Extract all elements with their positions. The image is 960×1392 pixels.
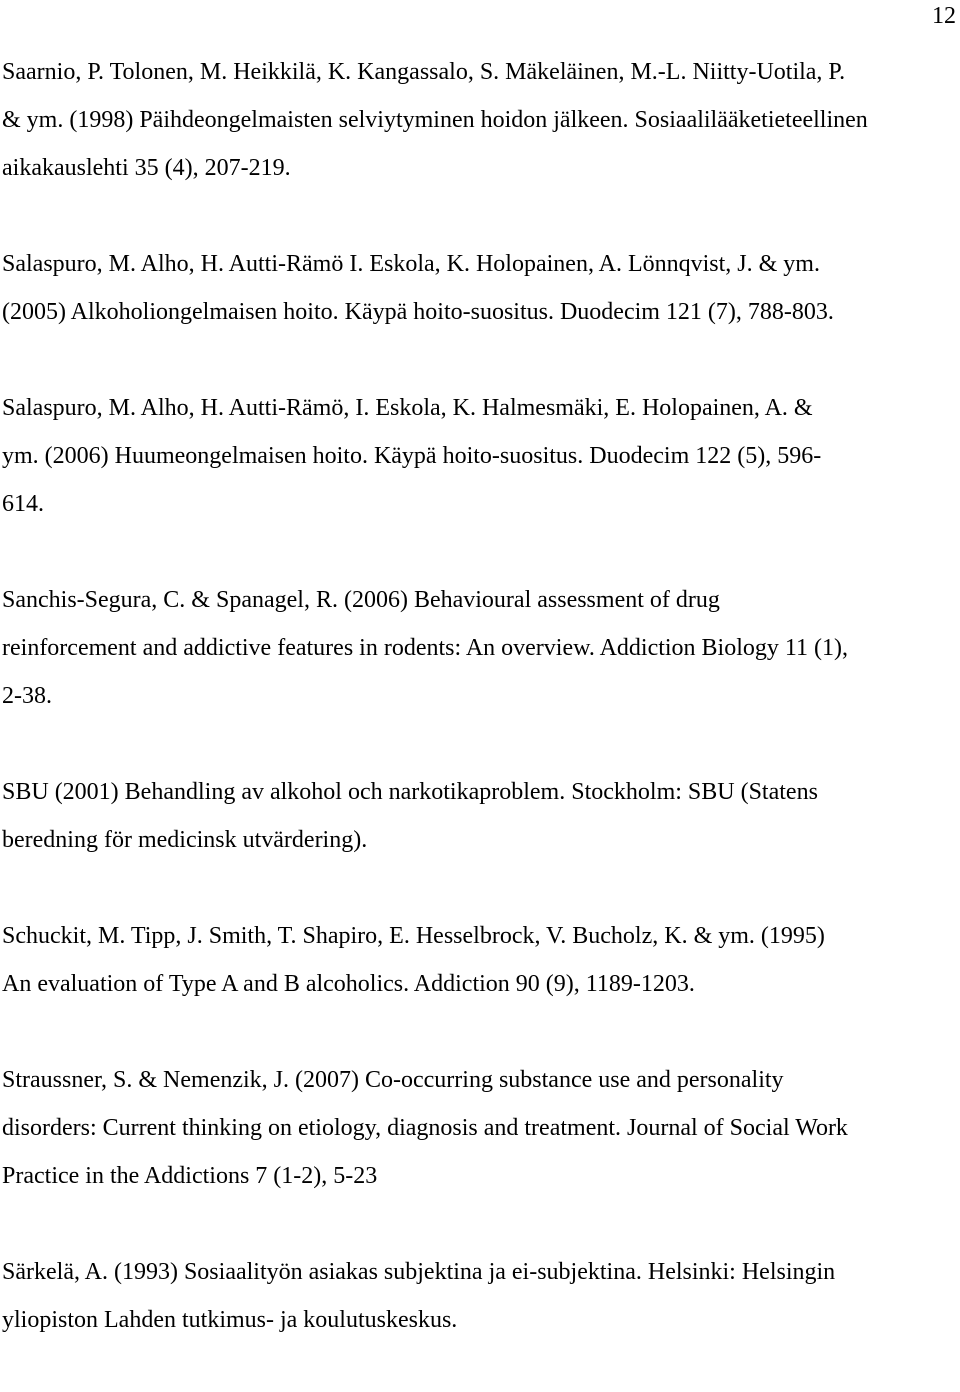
reference-line: ym. (2006) Huumeongelmaisen hoito. Käypä hoito-suositus. Duodecim 122 (5), 596- xyxy=(2,443,822,469)
reference-entry xyxy=(2,1248,952,1344)
reference-line: beredning för medicinsk utvärdering). xyxy=(2,827,368,853)
reference-line: Practice in the Addictions 7 (1-2), 5-23 xyxy=(2,1163,378,1189)
reference-line: aikakauslehti 35 (4), 207-219. xyxy=(2,155,291,181)
reference-entry xyxy=(2,912,952,1008)
reference-line: Salaspuro, M. Alho, H. Autti-Rämö I. Eskola, K. Holopainen, A. Lönnqvist, J. & ym. xyxy=(2,251,820,277)
reference-entry xyxy=(2,384,952,528)
reference-line: An evaluation of Type A and B alcoholics. Addiction 90 (9), 1189-1203. xyxy=(2,971,695,997)
reference-line: Sanchis-Segura, C. & Spanagel, R. (2006) Behavioural assessment of drug xyxy=(2,587,720,613)
reference-line: Straussner, S. & Nemenzik, J. (2007) Co-occurring substance use and personality xyxy=(2,1067,784,1093)
reference-line: 2-38. xyxy=(2,683,52,709)
reference-line: Saarnio, P. Tolonen, M. Heikkilä, K. Kangassalo, S. Mäkeläinen, M.-L. Niitty-Uotila, P. xyxy=(2,59,846,85)
reference-line: Salaspuro, M. Alho, H. Autti-Rämö, I. Eskola, K. Halmesmäki, E. Holopainen, A. & xyxy=(2,395,813,421)
reference-entry xyxy=(2,576,952,720)
reference-line: Särkelä, A. (1993) Sosiaalityön asiakas subjektina ja ei-subjektina. Helsinki: Helsingin xyxy=(2,1259,836,1285)
reference-line: SBU (2001) Behandling av alkohol och narkotikaproblem. Stockholm: SBU (Statens xyxy=(2,779,818,805)
page-number: 12 xyxy=(932,3,956,29)
reference-line: & ym. (1998) Päihdeongelmaisten selviytyminen hoidon jälkeen. Sosiaalilääketieteellinen xyxy=(2,107,868,133)
reference-line: yliopiston Lahden tutkimus- ja koulutuskeskus. xyxy=(2,1307,458,1333)
reference-line: 614. xyxy=(2,491,44,517)
reference-entry xyxy=(2,1056,952,1200)
reference-entry xyxy=(2,48,952,192)
reference-line: reinforcement and addictive features in rodents: An overview. Addiction Biology 11 (1), xyxy=(2,635,848,661)
reference-line: Schuckit, M. Tipp, J. Smith, T. Shapiro, E. Hesselbrock, V. Bucholz, K. & ym. (1995) xyxy=(2,923,825,949)
reference-line: disorders: Current thinking on etiology, diagnosis and treatment. Journal of Social Work xyxy=(2,1115,848,1141)
reference-entry xyxy=(2,240,952,336)
reference-list xyxy=(2,48,952,1392)
reference-entry xyxy=(2,768,952,864)
reference-line: (2005) Alkoholiongelmaisen hoito. Käypä hoito-suositus. Duodecim 121 (7), 788-803. xyxy=(2,299,834,325)
